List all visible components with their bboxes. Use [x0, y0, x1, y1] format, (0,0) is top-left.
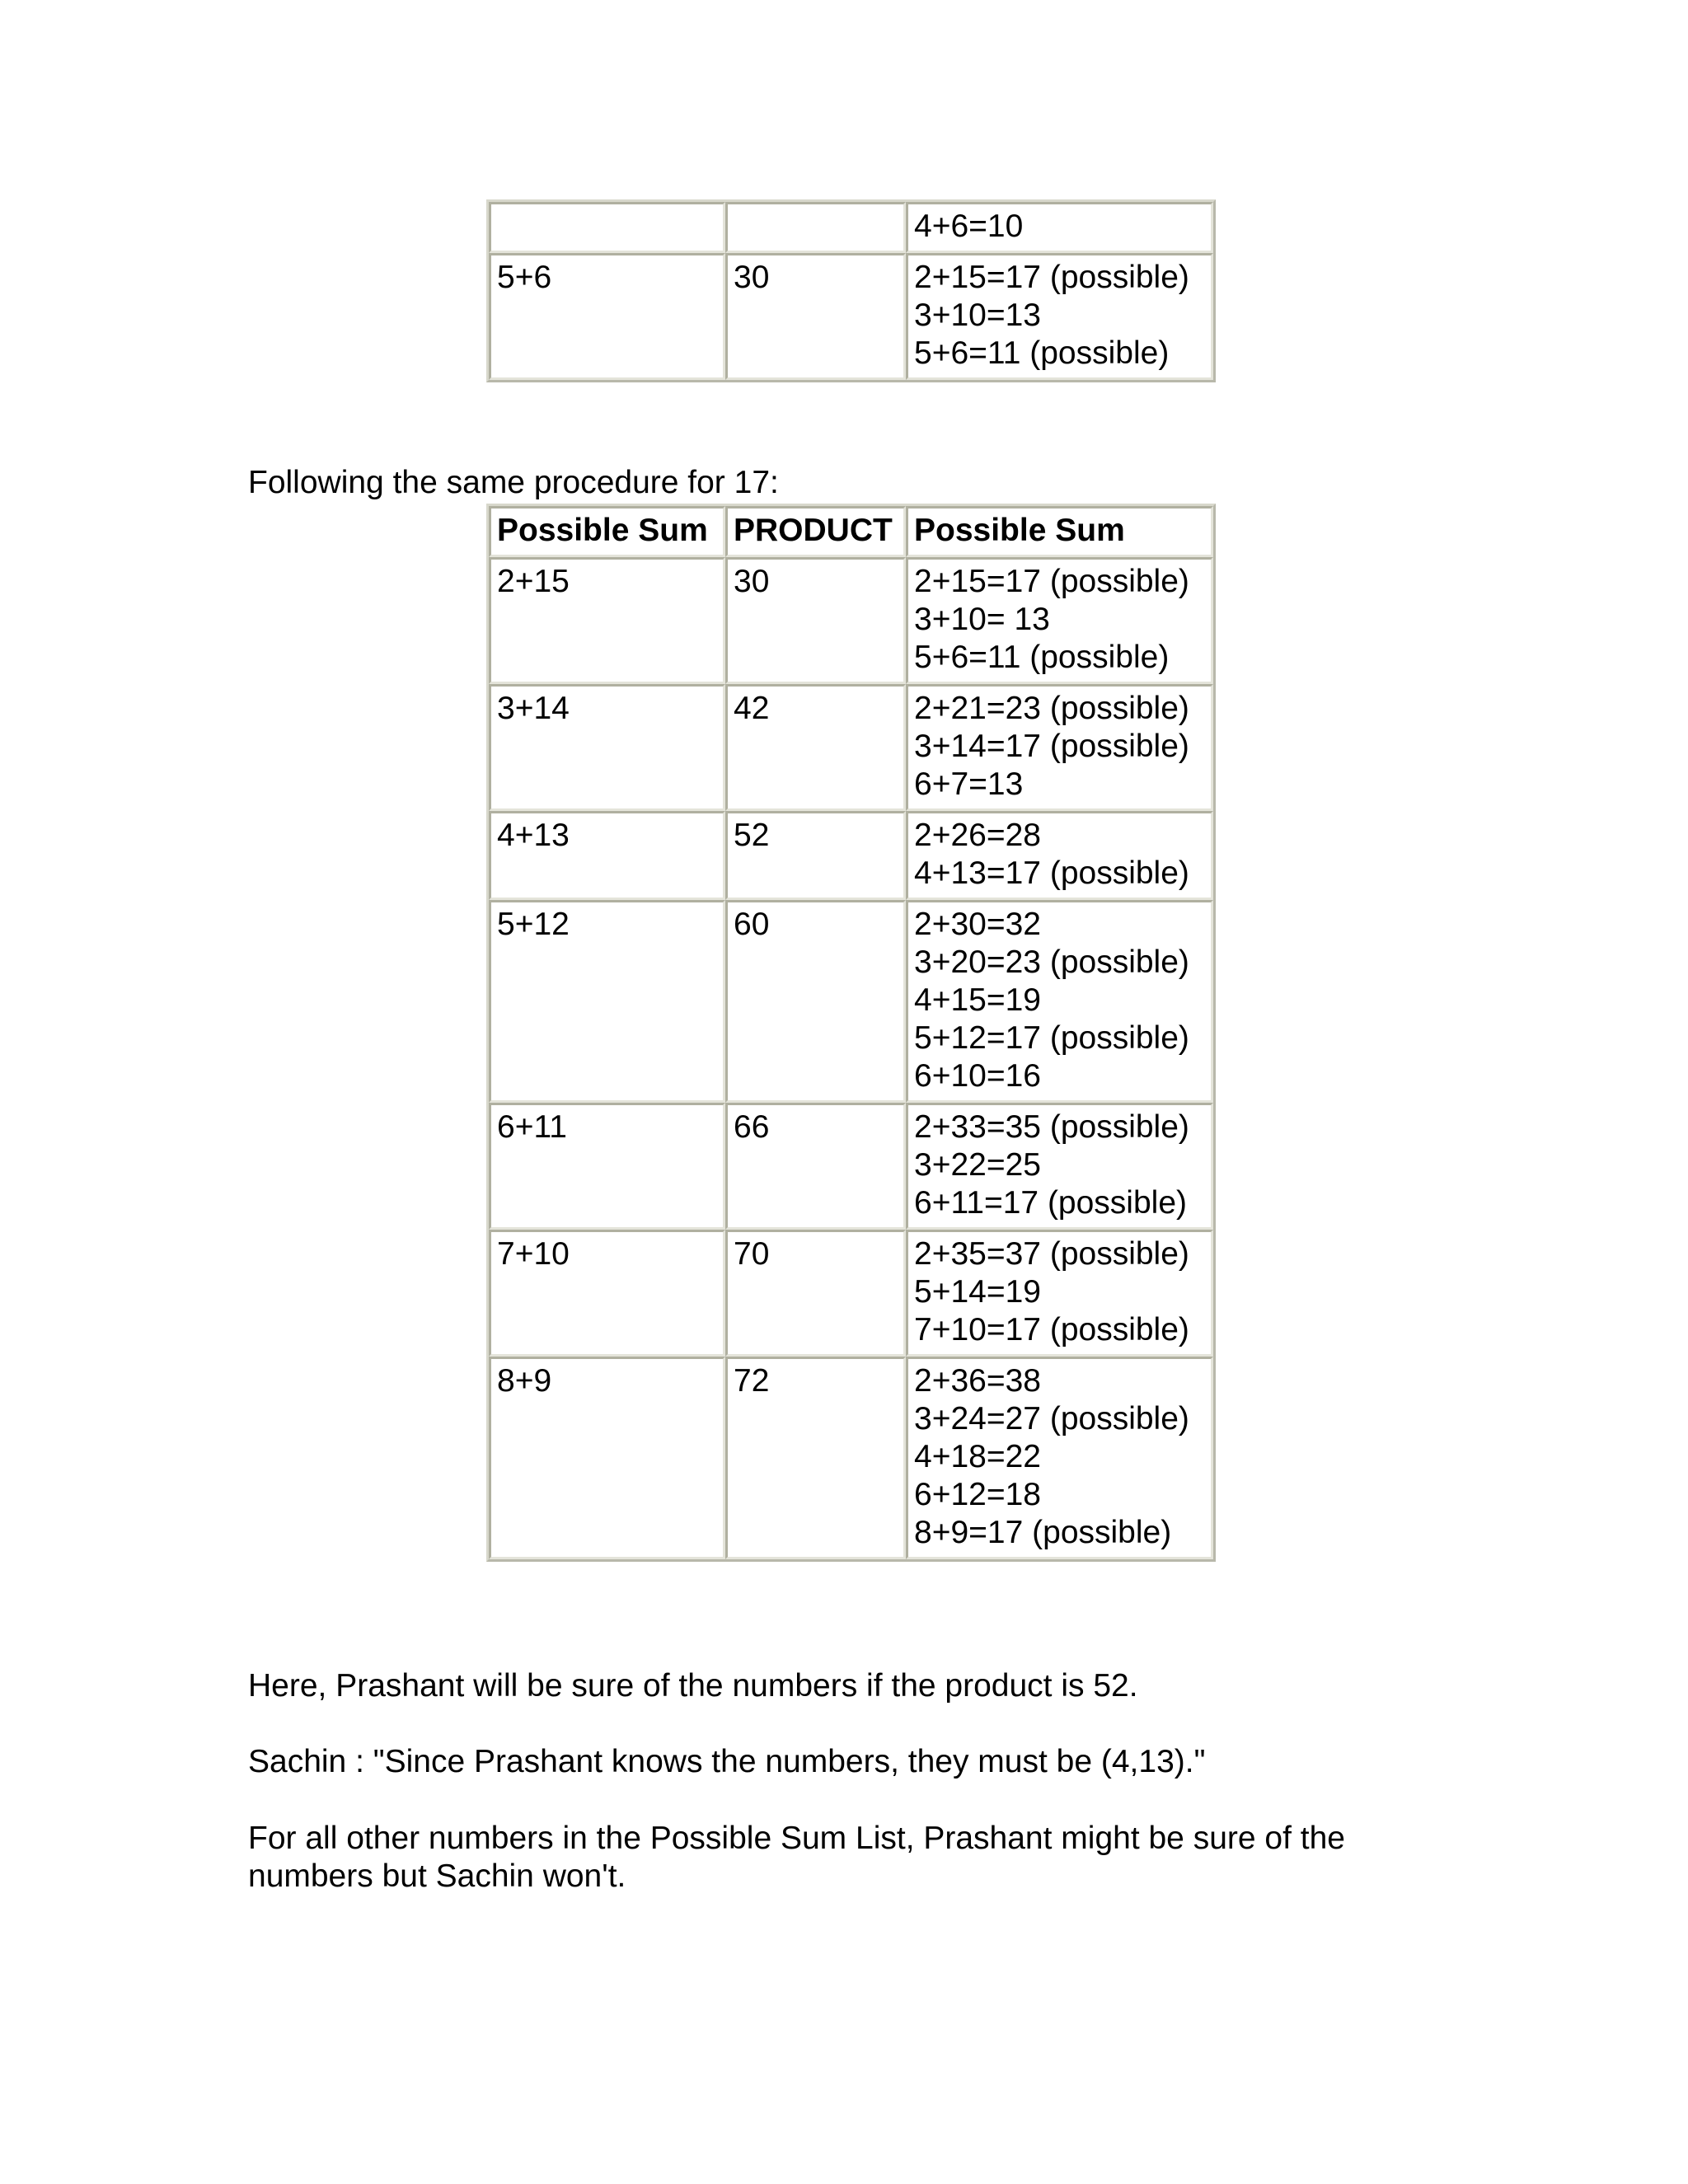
sum-line: 5+12=17 (possible): [914, 1020, 1189, 1056]
sum-line: 3+24=27 (possible): [914, 1401, 1189, 1436]
sum-line: 2+26=28: [914, 818, 1042, 853]
conclusion-paragraph: Here, Prashant will be sure of the numbers if the product is 52.: [248, 1668, 1138, 1704]
possible-sum-cell: 7+10: [489, 1230, 725, 1357]
sum-line: 3+20=23 (possible): [914, 944, 1189, 980]
product-cell: 60: [725, 900, 906, 1103]
sum-line: 7+10=17 (possible): [914, 1312, 1189, 1347]
sum-line: 8+9=17 (possible): [914, 1515, 1172, 1550]
possible-sums-cell: [906, 557, 1213, 684]
sum-line: 4+6=10: [914, 209, 1024, 244]
possible-sum-cell: 5+12: [489, 900, 725, 1103]
possible-sum-cell: 3+14: [489, 684, 725, 811]
sum-line: 2+21=23 (possible): [914, 691, 1189, 726]
table-row: [489, 253, 1213, 380]
sum-line: 5+14=19: [914, 1274, 1042, 1310]
table-header: [489, 506, 1213, 557]
table-body: [489, 557, 1213, 1559]
sum-line: 3+22=25: [914, 1147, 1042, 1183]
possible-sums-cell: [906, 1357, 1213, 1559]
sum-product-table-continued: [486, 199, 1216, 382]
sum-line: 6+10=16: [914, 1058, 1042, 1094]
sum-line: 4+18=22: [914, 1439, 1042, 1474]
product-cell: 52: [725, 811, 906, 900]
sum-line: 2+30=32: [914, 907, 1042, 942]
possible-sums-cell: [906, 1103, 1213, 1230]
product-cell: 42: [725, 684, 906, 811]
table-row: [489, 557, 1213, 684]
possible-sums-cell: [906, 253, 1213, 380]
product-cell: 30: [725, 557, 906, 684]
table-row: [489, 1230, 1213, 1357]
possible-sum-cell: 6+11: [489, 1103, 725, 1230]
sum-line: 6+12=18: [914, 1477, 1042, 1512]
header-product: PRODUCT: [725, 506, 906, 557]
table-row: [489, 202, 1213, 253]
header-row: [489, 506, 1213, 557]
possible-sums-cell: [906, 1230, 1213, 1357]
sum-line: 3+10=13: [914, 298, 1042, 333]
header-possible-sum: Possible Sum: [489, 506, 725, 557]
possible-sum-cell: 2+15: [489, 557, 725, 684]
sum-line: 6+11=17 (possible): [914, 1185, 1188, 1221]
possible-sum-cell: 8+9: [489, 1357, 725, 1559]
table-row: [489, 1103, 1213, 1230]
sum-line: 2+15=17 (possible): [914, 260, 1189, 295]
possible-sum-cell: 4+13: [489, 811, 725, 900]
possible-sums-cell: [906, 900, 1213, 1103]
possible-sum-cell: 5+6: [489, 253, 725, 380]
sum-line: 6+7=13: [914, 766, 1024, 802]
possible-sums-cell: [906, 811, 1213, 900]
product-cell: 66: [725, 1103, 906, 1230]
sum-line: 2+36=38: [914, 1363, 1042, 1399]
sum-line: 5+6=11 (possible): [914, 335, 1170, 371]
table-row: [489, 900, 1213, 1103]
sum-line: 4+15=19: [914, 982, 1042, 1018]
table-body: [489, 202, 1213, 380]
sum-line: 2+33=35 (possible): [914, 1109, 1189, 1145]
sum-line: 4+13=17 (possible): [914, 855, 1189, 891]
sum-line: 3+10= 13: [914, 602, 1050, 637]
sum-line: 3+14=17 (possible): [914, 729, 1189, 764]
product-cell: 70: [725, 1230, 906, 1357]
table-row: [489, 1357, 1213, 1559]
sachin-quote-paragraph: Sachin : "Since Prashant knows the numbers, they must be (4,13).": [248, 1744, 1206, 1779]
sum-line: 5+6=11 (possible): [914, 640, 1170, 675]
possible-sum-cell: [489, 202, 725, 253]
intro-text: Following the same procedure for 17:: [248, 465, 779, 500]
product-cell: [725, 202, 906, 253]
sum-line: 2+35=37 (possible): [914, 1236, 1189, 1272]
possible-sums-cell: [906, 202, 1213, 253]
closing-paragraph: For all other numbers in the Possible Sum List, Prashant might be sure of the numbers but Sachin won't.: [248, 1821, 1345, 1894]
sum-line: 2+15=17 (possible): [914, 564, 1189, 599]
product-cell: 72: [725, 1357, 906, 1559]
possible-sums-cell: [906, 684, 1213, 811]
product-cell: 30: [725, 253, 906, 380]
table-row: [489, 684, 1213, 811]
header-possible-sum-list: Possible Sum: [906, 506, 1213, 557]
sum-product-table-17: [486, 504, 1216, 1562]
table-row: [489, 811, 1213, 900]
